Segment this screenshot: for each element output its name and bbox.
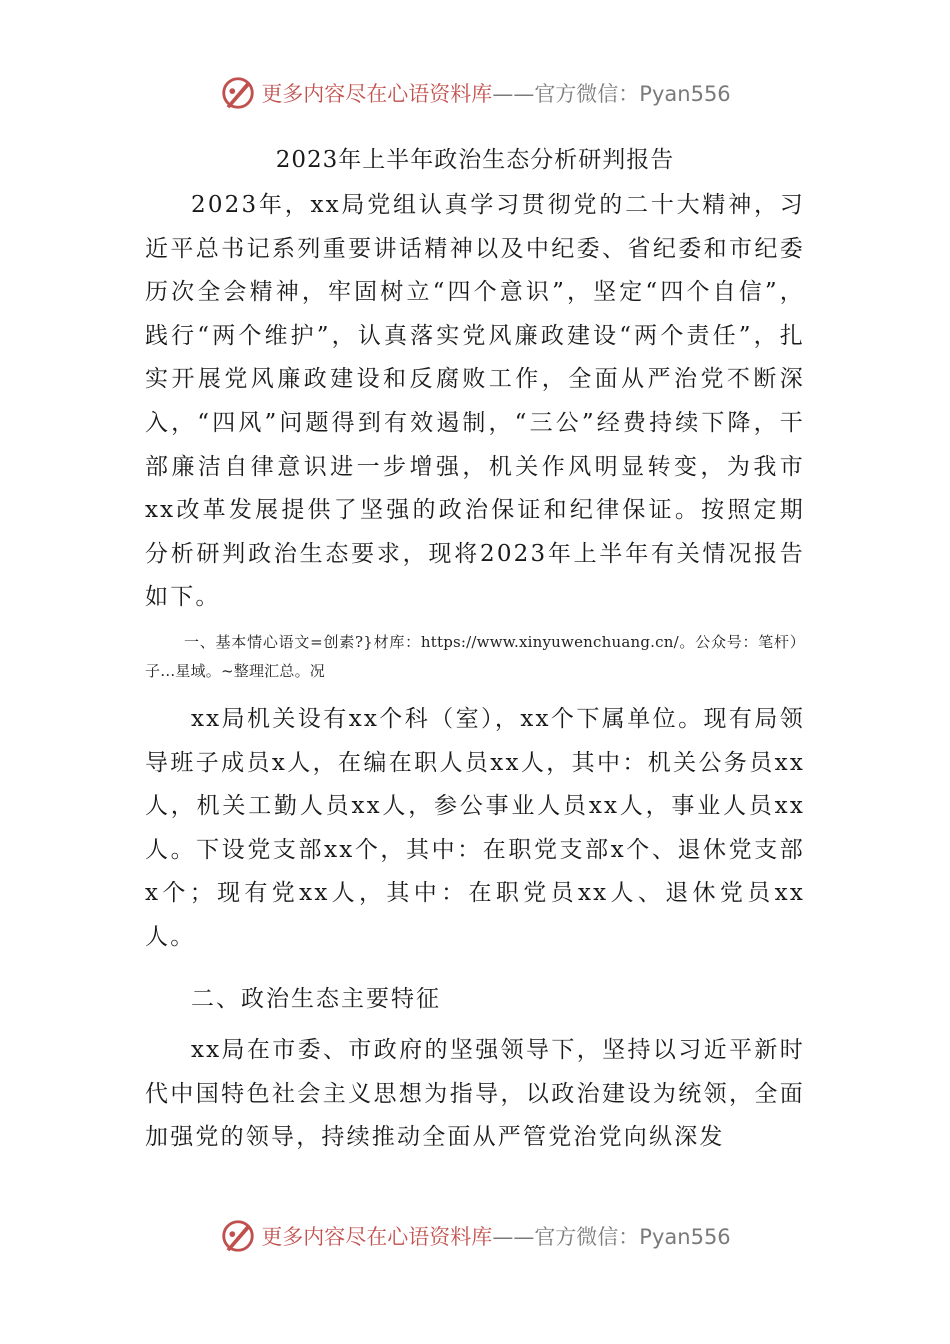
watermark-banner-top <box>0 73 950 113</box>
watermark-text: 更多内容尽在心语资料库——官方微信：Pyan556 <box>261 1225 731 1249</box>
intro-paragraph: 2023年，xx局党组认真学习贯彻党的二十大精神，习近平总书记系列重要讲话精神以及中纪委、省纪委和市纪委历次全会精神，牢固树立“四个意识”，坚定“四个自信”，践行“两个维护”，认真落实党风廉政建设“两个责任”，扎实开展党风廉政建设和反腐败工作，全面从严治党不断深入，“四风”问题得到有效遏制，“三公”经费持续下降，干部廉洁自律意识进一步增强，机关作风明显转变，为我市xx改革发展提供了坚强的政治保证和纪律保证。按照定期分析研判政治生态要求，现将2023年上半年有关情况报告如下。 <box>145 192 805 611</box>
section2-heading: 二、政治生态主要特征 <box>191 985 441 1012</box>
section2-paragraph: xx局在市委、市政府的坚强领导下，坚持以习近平新时代中国特色社会主义思想为指导，以政治建设为统领，全面加强党的领导，持续推动全面从严管党治党向纵深发 <box>145 1037 805 1151</box>
pen-logo-icon <box>219 1217 257 1255</box>
watermark-banner-bottom <box>0 1216 950 1256</box>
watermark-text: 更多内容尽在心语资料库——官方微信：Pyan556 <box>261 82 731 106</box>
document-title: 2023年上半年政治生态分析研判报告 <box>275 147 675 173</box>
section1-paragraph: xx局机关设有xx个科（室），xx个下属单位。现有局领导班子成员x人，在编在职人员xx人，其中：机关公务员xx人，机关工勤人员xx人，参公事业人员xx人，事业人员xx人。下设党支部xx个，其中：在职党支部x个、退休党支部x个；现有党xx人，其中：在职党员xx人、退休党员xx人。 <box>145 705 805 950</box>
section1-heading: 一、基本情心语文=创素?}材库：https://www.xinyuwenchuang.cn/。公众号：笔杆）子…星域。~整理汇总。况 <box>145 632 805 680</box>
pen-logo-icon <box>219 74 257 112</box>
document-page <box>145 140 805 1160</box>
